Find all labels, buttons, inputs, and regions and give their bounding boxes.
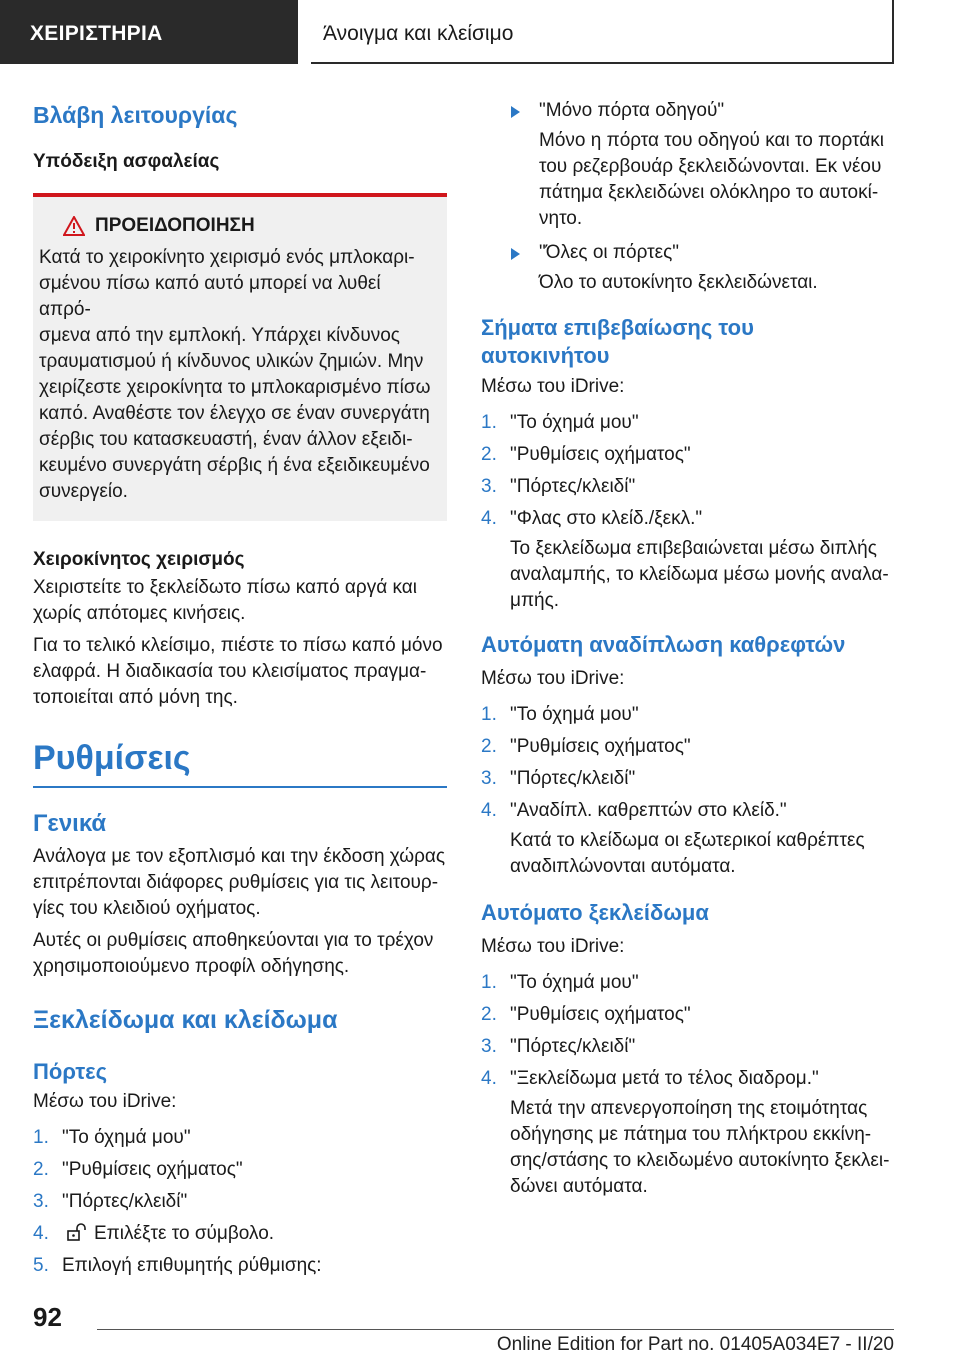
option-desc: [539, 270, 901, 296]
step-number: 1.: [33, 1127, 49, 1148]
heading-mirrors: Αυτόματη αναδίπλωση καθρεφτών: [481, 632, 846, 657]
heading-unlock-lock: Ξεκλείδωμα και κλείδωμα: [33, 1006, 338, 1034]
text-line: αναλαμπής, το κλείδωμα μέσω μονής αναλα-: [510, 564, 889, 585]
list-item: [33, 1253, 447, 1279]
text-line: Το ξεκλείδωμα επιβεβαιώνεται μέσω διπλής: [510, 538, 877, 559]
list-item: [481, 98, 901, 232]
step-number: 2.: [481, 736, 497, 757]
mirror-steps: [481, 702, 901, 880]
list-item: [481, 410, 901, 436]
step-number: 2.: [481, 1004, 497, 1025]
text-line: Για το τελικό κλείσιμο, πιέστε το πίσω καπό μόνο: [33, 635, 443, 656]
step-text: "Φλας στο κλείδ./ξεκλ.": [510, 508, 703, 529]
list-item: [481, 506, 901, 614]
option-desc: [539, 128, 901, 232]
step-text: "Πόρτες/κλειδί": [62, 1191, 188, 1212]
text-line: του ρεζερβουάρ ξεκλειδώνονται. Εκ νέου: [539, 156, 882, 177]
text-line: σης/στάσης το κλειδωμένο αυτοκίνητο ξεκλει-: [510, 1150, 890, 1171]
heading-general: Γενικά: [33, 810, 107, 837]
step-number: 3.: [481, 768, 497, 789]
step-number: 4.: [33, 1223, 49, 1244]
text-line: επιτρέπονται διάφορες ρυθμίσεις για τις λειτουρ-: [33, 872, 439, 893]
warning-line: χειρίζεστε χειροκίνητα το μπλοκαρισμένο πίσω: [39, 377, 431, 398]
step-number: 4.: [481, 1068, 497, 1089]
heading-line: Σήματα επιβεβαίωσης του: [481, 315, 754, 340]
step-text: "Πόρτες/κλειδί": [510, 768, 636, 789]
step-text: "Το όχημά μου": [510, 704, 639, 725]
text-line: Αυτές οι ρυθμίσεις αποθηκεύονται για το τρέχον: [33, 930, 434, 951]
via-idrive: Μέσω του iDrive:: [33, 1091, 177, 1112]
heading-settings: Ρυθμίσεις: [33, 739, 191, 777]
list-item: [481, 442, 901, 468]
step-text: "Ρυθμίσεις οχήματος": [510, 1004, 691, 1025]
list-item: [481, 766, 901, 792]
page-header: [0, 0, 960, 64]
list-item: [481, 798, 901, 880]
triangle-bullet-icon: [511, 248, 520, 260]
heading-rule: [33, 786, 447, 788]
text-line: πάτημα ξεκλειδώνει ολόκληρο το αυτοκί-: [539, 182, 879, 203]
step-text: "Το όχημά μου": [510, 412, 639, 433]
list-item: [481, 702, 901, 728]
step-text: "Ρυθμίσεις οχήματος": [510, 444, 691, 465]
general-paragraph-1: [33, 844, 447, 922]
warning-line: σμένου πίσω καπό αυτό μπορεί να λυθεί απρό-: [39, 273, 381, 320]
warning-title: ΠΡΟΕΙΔΟΠΟΙΗΣΗ: [95, 215, 255, 236]
step-text: Επιλέξτε το σύμβολο.: [94, 1223, 275, 1244]
list-item: [33, 1157, 447, 1183]
text-line: ελαφρά. Η διαδικασία του κλεισίματος πραγμα-: [33, 661, 427, 682]
manual-paragraph-2: [33, 633, 447, 711]
option-title: "Μόνο πόρτα οδηγού": [539, 100, 725, 121]
confirmation-steps: [481, 410, 901, 614]
step-desc: [510, 828, 901, 880]
warning-header: [39, 215, 433, 237]
text-line: χρησιμοποιούμενο προφίλ οδήγησης.: [33, 956, 350, 977]
text-line: Ανάλογα με τον εξοπλισμό και την έκδοση χώρας: [33, 846, 446, 867]
warning-line: τραυματισμού ή κίνδυνος υλικών ζημιών. Μην: [39, 351, 424, 372]
step-number: 2.: [481, 444, 497, 465]
warning-line: Κατά το χειροκίνητο χειρισμό ενός μπλοκαρι-: [39, 247, 415, 268]
warning-box: [33, 193, 447, 521]
text-line: Κατά το κλείδωμα οι εξωτερικοί καθρέπτες: [510, 830, 865, 851]
chapter-tab: [311, 0, 894, 64]
list-item: [481, 474, 901, 500]
text-line: Χειριστείτε το ξεκλείδωτο πίσω καπό αργά και: [33, 577, 417, 598]
step-text: Επιλογή επιθυμητής ρύθμισης:: [62, 1255, 322, 1276]
list-item: [481, 1034, 901, 1060]
text-line: οδήγησης με πάτημα του πλήκτρου εκκίνη-: [510, 1124, 872, 1145]
chapter-title: Άνοιγμα και κλείσιμο: [323, 22, 514, 45]
section-title: ΧΕΙΡΙΣΤΗΡΙΑ: [30, 22, 163, 45]
auto-unlock-steps: [481, 970, 901, 1200]
step-text: "Ρυθμίσεις οχήματος": [510, 736, 691, 757]
via-idrive: Μέσω του iDrive:: [481, 376, 625, 397]
heading-confirmation: [481, 314, 901, 370]
step-text: "Το όχημά μου": [62, 1127, 191, 1148]
left-column: [33, 98, 447, 1285]
step-number: 5.: [33, 1255, 49, 1276]
warning-line: κευμένο συνεργάτη σέρβις ή ένα εξειδικευμένο: [39, 455, 430, 476]
step-text: "Πόρτες/κλειδί": [510, 476, 636, 497]
manual-paragraph-1: [33, 575, 447, 627]
safety-note-title: Υπόδειξη ασφαλείας: [33, 151, 220, 172]
right-column: [481, 98, 901, 1206]
heading-doors: Πόρτες: [33, 1059, 108, 1084]
list-item: [33, 1221, 447, 1247]
text-line: μπής.: [510, 590, 560, 611]
footer-divider: [97, 1329, 894, 1330]
warning-triangle-icon: [63, 216, 85, 236]
heading-malfunction: Βλάβη λειτουργίας: [33, 102, 238, 128]
list-item: [481, 734, 901, 760]
warning-line: συνεργείο.: [39, 481, 128, 502]
text-line: τοποιείται από μόνη της.: [33, 687, 238, 708]
step-number: 1.: [481, 412, 497, 433]
step-number: 3.: [481, 1036, 497, 1057]
step-text: "Αναδίπλ. καθρεπτών στο κλείδ.": [510, 800, 787, 821]
section-tab: [0, 0, 298, 64]
step-number: 1.: [481, 972, 497, 993]
via-idrive: Μέσω του iDrive:: [481, 936, 625, 957]
door-options: [481, 98, 901, 296]
text-line: νητο.: [539, 208, 583, 229]
text-line: Μόνο η πόρτα του οδηγού και το πορτάκι: [539, 130, 884, 151]
step-number: 4.: [481, 800, 497, 821]
page-number: 92: [33, 1302, 62, 1332]
text-line: δώνει αυτόματα.: [510, 1176, 648, 1197]
list-item: [481, 970, 901, 996]
warning-line: σμενα από την εμπλοκή. Υπάρχει κίνδυνος: [39, 325, 400, 346]
unlock-padlock-icon: [66, 1223, 88, 1241]
list-item: [33, 1189, 447, 1215]
warning-line: σέρβις του κατασκευαστή, έναν άλλον εξειδι-: [39, 429, 413, 450]
text-line: Μετά την απενεργοποίηση της ετοιμότητας: [510, 1098, 868, 1119]
heading-line: αυτοκινήτου: [481, 343, 610, 368]
list-item: [481, 1002, 901, 1028]
warning-text: [39, 245, 433, 505]
text-line: χωρίς απότομες κινήσεις.: [33, 603, 246, 624]
option-title: "Όλες οι πόρτες": [539, 242, 680, 263]
list-item: [481, 1066, 901, 1200]
step-number: 1.: [481, 704, 497, 725]
manual-operation-title: Χειροκίνητος χειρισμός: [33, 549, 245, 570]
step-desc: [510, 536, 901, 614]
triangle-bullet-icon: [511, 106, 520, 118]
list-item: [33, 1125, 447, 1151]
text-line: Όλο το αυτοκίνητο ξεκλειδώνεται.: [539, 272, 818, 293]
heading-auto-unlock: Αυτόματο ξεκλείδωμα: [481, 900, 709, 925]
step-number: 3.: [481, 476, 497, 497]
step-text: "Ξεκλείδωμα μετά το τέλος διαδρομ.": [510, 1068, 819, 1089]
list-item: [481, 240, 901, 296]
step-text: "Πόρτες/κλειδί": [510, 1036, 636, 1057]
step-number: 2.: [33, 1159, 49, 1180]
text-line: γίες του κλειδιού οχήματος.: [33, 898, 261, 919]
edition-text: Online Edition for Part no. 01405A034E7 - II/20: [496, 1334, 894, 1355]
general-paragraph-2: [33, 928, 447, 980]
step-text: "Το όχημά μου": [510, 972, 639, 993]
step-desc: [510, 1096, 901, 1200]
step-number: 3.: [33, 1191, 49, 1212]
doors-steps: [33, 1125, 447, 1279]
text-line: αναδιπλώνονται αυτόματα.: [510, 856, 736, 877]
warning-line: καπό. Αναθέστε τον έλεγχο σε έναν συνεργάτη: [39, 403, 430, 424]
step-text: "Ρυθμίσεις οχήματος": [62, 1159, 243, 1180]
step-number: 4.: [481, 508, 497, 529]
via-idrive: Μέσω του iDrive:: [481, 668, 625, 689]
